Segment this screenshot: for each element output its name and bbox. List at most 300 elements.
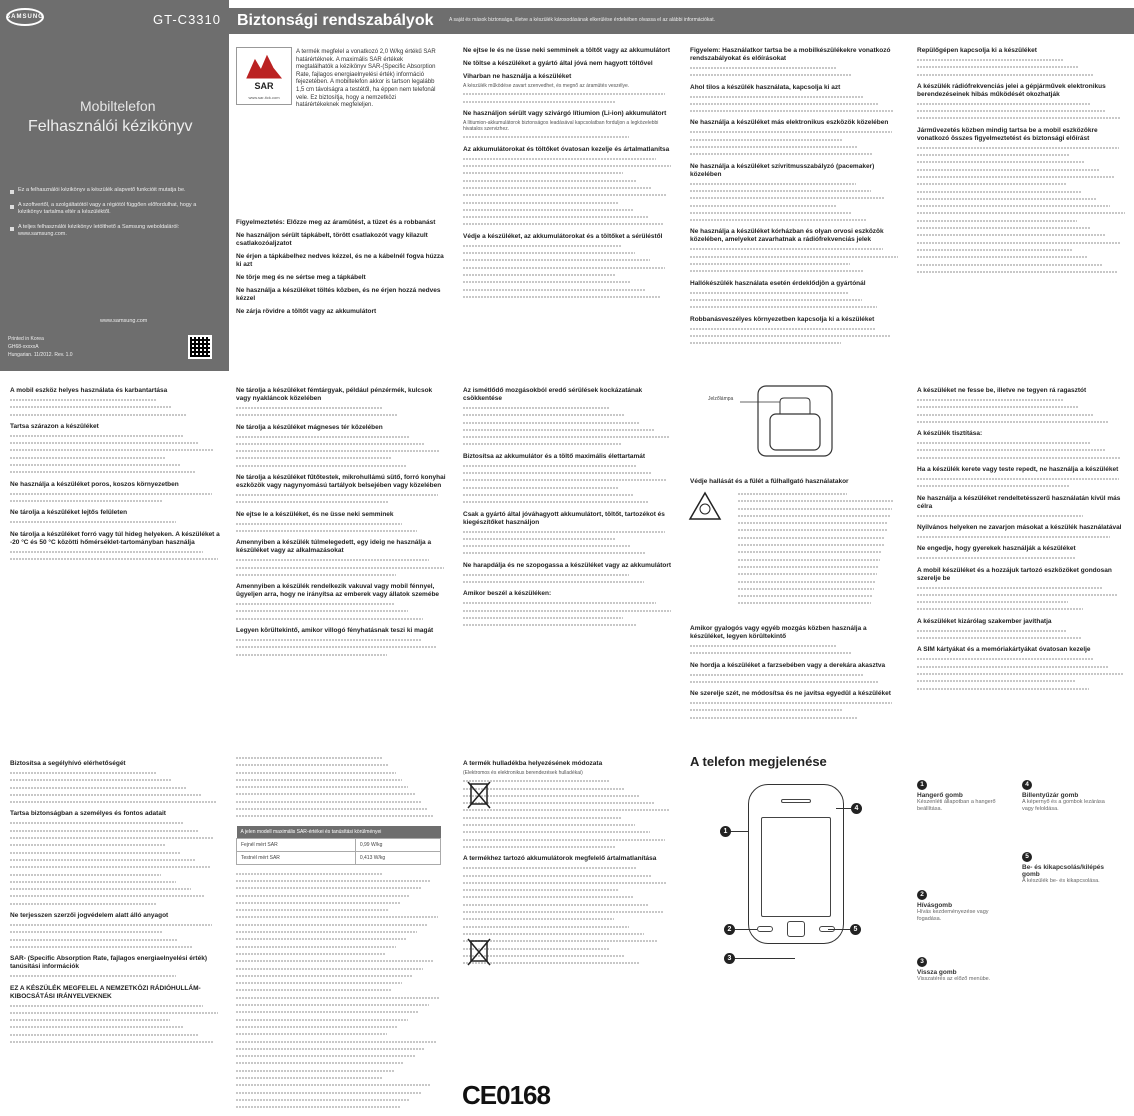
bullet-icon (10, 227, 14, 231)
body-text-line (236, 936, 406, 942)
body-text-line (463, 477, 667, 483)
body-text-line (738, 593, 872, 599)
callout-5: 5 (850, 924, 861, 935)
body-text-line (917, 585, 1102, 591)
body-text-line (463, 579, 644, 585)
cover-panel (0, 0, 229, 371)
body-text-line (738, 542, 884, 548)
body-text-line (690, 181, 856, 187)
back-key-icon (787, 921, 805, 937)
body-text-line (10, 455, 165, 461)
body-text-line (738, 527, 887, 533)
body-text-line (463, 441, 621, 447)
section-heading: A készüléket kizárólag szakember javíthatja (917, 617, 1052, 625)
body-text-line (236, 762, 389, 768)
row2-col5 (917, 382, 1127, 737)
body-text-line (463, 924, 629, 930)
body-text-line (10, 879, 176, 885)
body-text-line (10, 1032, 199, 1038)
body-text-line (463, 844, 616, 850)
sar-table-title: A jelen modell maximális SAR-értékei és tanúsítási körülményei (237, 826, 441, 839)
body-text-line (236, 929, 417, 935)
body-text-line (738, 571, 877, 577)
cover-url: www.samsung.com (100, 318, 148, 324)
body-text-line (917, 447, 1106, 453)
section-heading: Nyilvános helyeken ne zavarjon másokat a készülék használatával (917, 523, 1122, 531)
body-text-line (463, 279, 631, 285)
section-heading: Az ismétlődő mozgásokból eredő sérülések kockázatának csökkentése (463, 387, 643, 402)
body-text-line (463, 822, 635, 828)
body-text-line (10, 828, 199, 834)
body-text-line (463, 608, 671, 614)
body-text-line (236, 1017, 408, 1023)
row3-col1 (10, 755, 220, 1110)
body-text-line (917, 262, 1102, 268)
call-key-icon (757, 926, 773, 932)
body-text-line (463, 550, 646, 556)
sar-values-table (236, 826, 441, 865)
body-text-line (463, 622, 637, 628)
body-text-line (690, 254, 898, 260)
body-text-line (463, 485, 618, 491)
body-text-line (10, 498, 163, 504)
body-text-line (10, 1010, 218, 1016)
body-text-line (917, 64, 1079, 70)
body-text-line (463, 272, 616, 278)
section-heading: Tartsa biztonságban a személyes és fontos adatait (10, 810, 166, 818)
sar-label: SAR (254, 81, 274, 91)
body-text-line (236, 871, 383, 877)
section-heading: Ne tárolja a készüléket forró vagy túl hideg helyeken. A készüléket a -20 °C és 50 °C közötti hőmérséklet-tartományban használja (10, 530, 220, 546)
body-text-line (236, 1031, 387, 1037)
body-text-line (463, 420, 639, 426)
body-text-line (690, 151, 873, 157)
section-heading: Amennyiben a készülék túlmelegedett, egy ideig ne használja a készüléket vagy az alkalmazásokat (236, 539, 432, 555)
body-text-line (463, 91, 665, 97)
body-text-line (738, 549, 882, 555)
meta-line: Hungarian. 11/2012. Rev. 1.0 (8, 352, 73, 358)
body-text-line (10, 893, 205, 899)
body-text-line (10, 519, 176, 525)
section-heading: Repülőgépen kapcsolja ki a készüléket (917, 47, 1037, 54)
body-text-line (690, 94, 864, 100)
safety-title: Biztonsági rendszabályok (237, 12, 434, 29)
section-heading: Az akkumulátorokat és töltőket óvatosan kezelje és ártalmatlanítsa (463, 145, 670, 153)
body-text-line (738, 564, 879, 570)
body-text-line (236, 1104, 400, 1110)
table-row (237, 851, 441, 864)
body-text-line (236, 1039, 436, 1045)
body-text-line (10, 447, 214, 453)
section-heading: Ne zárja rövidre a töltőt vagy az akkumulátort (236, 308, 377, 315)
body-text-line (463, 99, 616, 105)
body-text-line (917, 108, 1106, 114)
body-text-line (236, 770, 396, 776)
body-text-line (463, 221, 663, 227)
body-text-line (738, 600, 871, 606)
body-text-line (917, 440, 1091, 446)
body-text-line (463, 207, 633, 213)
body-text-line (236, 806, 427, 812)
body-text-line (690, 304, 877, 310)
body-text-line (236, 528, 417, 534)
body-text-line (463, 265, 665, 271)
section-heading: Ha a készülék kerete vagy teste repedt, ne használja a készüléket (917, 466, 1119, 474)
section-heading: Ne hordja a készüléket a farzsebében vagy a derekára akasztva (690, 661, 886, 669)
legend-power: 5 Be- és kikapcsolás/kilépés gomb A készülék be- és kikapcsolása. (1022, 853, 1105, 884)
body-text-line (236, 878, 431, 884)
col3-sections (463, 42, 673, 367)
section-heading: A készüléket ne fesse be, illetve ne tegyen rá ragasztót (917, 387, 1087, 394)
body-text-line (463, 470, 652, 476)
body-text-line (236, 644, 436, 650)
body-text-line (236, 601, 394, 607)
body-text-line (236, 1046, 425, 1052)
body-text-line (690, 700, 892, 706)
body-text-line (236, 499, 389, 505)
sar-wave-icon (245, 54, 283, 80)
section-heading: Ne ejtse le és ne üsse neki semminek a töltőt vagy az akkumulátort (463, 47, 671, 54)
body-text-line (690, 108, 894, 114)
body-text-line (690, 297, 862, 303)
body-text-line (917, 218, 1077, 224)
hearing-title: Védje hallását és a fülét a fülhallgató használatakor (690, 478, 849, 485)
body-text-line (463, 807, 669, 813)
section-heading: Ne harapdálja és ne szopogassa a készüléket vagy az akkumulátort (463, 561, 672, 569)
cover-note-text: A szoftvertől, a szolgáltatótól vagy a régiótól függően előfordulhat, hogy a kézikönyv tartalma eltér a készüléktől. (18, 202, 197, 215)
body-text-line (463, 902, 648, 908)
body-text-line (463, 214, 648, 220)
body-text-line (463, 492, 633, 498)
section-heading: Ne használja a készüléket töltés közben, és ne érjen hozzá nedves kézzel (236, 287, 441, 302)
body-text-line (917, 247, 1072, 253)
body-text-line (738, 535, 885, 541)
body-text-line (236, 973, 412, 979)
section-heading: Ne használja a készüléket más elektronikus eszközök közelében (690, 119, 889, 127)
body-text-line (690, 210, 852, 216)
phone-section-title: A telefon megjelenése (690, 754, 827, 769)
body-text-line (917, 534, 1110, 540)
section-heading: Csak a gyártó által jóváhagyott akkumulátort, töltőt, tartozékot és kiegészítőket használjon (463, 510, 665, 526)
section-heading: Járművezetés közben mindig tartsa be a mobil eszközökre vonatkozó összes figyelmeztetést és biztonsági előírást (917, 126, 1098, 142)
body-text-line (236, 616, 423, 622)
body-text-line (463, 829, 650, 835)
body-text-line (463, 185, 652, 191)
body-text-line (10, 469, 195, 475)
body-text-line (690, 326, 875, 332)
body-text-line (10, 412, 186, 418)
cover-note (10, 202, 215, 216)
body-text-line (917, 181, 1066, 187)
body-text-line (917, 152, 1070, 158)
section-heading: Robbanásveszélyes környezetben kapcsolja ki a készüléket (690, 315, 875, 323)
section-text: A lítiumion-akkumulátorok biztonságos leadásával kapcsolatban forduljon a legközelebbi hivatalos szervizhez. (463, 119, 659, 133)
body-text-line (236, 434, 410, 440)
body-text-line (917, 397, 1064, 403)
body-text-line (10, 549, 203, 555)
body-text-line (10, 857, 195, 863)
body-text-line (463, 192, 667, 198)
section-heading: Ne töltse a készüléket a gyártó által jóvá nem hagyott töltővel (463, 60, 653, 67)
section-heading: A termék hulladékba helyezésének módozata (463, 760, 603, 767)
crossed-bin-icon (466, 778, 492, 810)
table-cell: Testnél mért SAR (237, 851, 356, 864)
body-text-line (10, 397, 157, 403)
body-text-line (463, 427, 654, 433)
body-text-line (917, 232, 1106, 238)
body-text-line (690, 261, 850, 267)
cover-note-text: A teljes felhasználói kézikönyv letölthető a Samsung weboldaláról: www.samsung.com. (18, 224, 180, 237)
qr-code-icon (188, 335, 212, 359)
col5-sections (917, 42, 1127, 367)
ce-mark: CE0168 (462, 1080, 550, 1110)
body-text-line (463, 909, 663, 915)
body-text-line (236, 492, 438, 498)
body-text-line (917, 419, 1108, 425)
section-heading: Biztosítsa a segélyhívó elérhetőségét (10, 760, 126, 767)
body-text-line (738, 498, 893, 504)
body-text-line (236, 448, 440, 454)
body-text-line (917, 101, 1091, 107)
section-heading: A mobil eszköz helyes használata és karbantartása (10, 387, 168, 394)
body-text-line (10, 850, 180, 856)
body-text-line (463, 434, 669, 440)
phone-illustration (748, 784, 844, 944)
body-text-line (690, 246, 883, 252)
body-text-line (690, 643, 837, 649)
body-text-line (236, 799, 421, 805)
body-text-line (463, 529, 665, 535)
body-text-line (236, 995, 440, 1001)
bullet-icon (10, 205, 14, 209)
callout-4: 4 (851, 803, 862, 814)
speaker-icon (781, 799, 811, 803)
body-text-line (236, 958, 433, 964)
section-heading: Ne használja a készüléket szívritmusszabályzó (pacemaker) közelében (690, 162, 875, 178)
body-text-line (10, 842, 165, 848)
body-text-line (10, 937, 178, 943)
body-text-line (236, 1082, 431, 1088)
body-text-line (917, 513, 1083, 519)
body-text-line (463, 156, 656, 162)
row2-col2 (236, 382, 446, 737)
section-heading: Ne tárolja a készüléket mágneses tér közelében (236, 423, 383, 431)
body-text-line (917, 196, 1096, 202)
body-text-line (10, 770, 157, 776)
body-text-line (10, 777, 172, 783)
section-heading: Ne érjen a tápkábelhez nedves kézzel, és ne a kábelnél fogva húzza ki azt (236, 253, 444, 268)
body-text-line (690, 679, 879, 685)
body-text-line (463, 250, 635, 256)
body-text-line (236, 1024, 398, 1030)
section-text: A készülék működése zavart szenvedhet, és megnő az áramütés veszélye. (463, 83, 630, 89)
body-text-line (917, 599, 1068, 605)
body-text-line (236, 777, 402, 783)
table-cell: 0,413 W/kg (355, 851, 440, 864)
body-text-line (236, 1090, 421, 1096)
body-text-line (917, 686, 1089, 692)
table-cell: 0,99 W/kg (355, 838, 440, 851)
row3-col3 (463, 755, 673, 1075)
body-text-line (463, 170, 623, 176)
body-text-line (10, 864, 210, 870)
body-text-line (236, 914, 438, 920)
body-text-line (463, 536, 616, 542)
body-text-line (917, 159, 1085, 165)
body-text-line (463, 938, 658, 944)
body-text-line (690, 217, 866, 223)
body-text-line (917, 167, 1100, 173)
body-text-line (463, 163, 671, 169)
section-heading: A SIM kártyákat és a memóriakártyákat óvatosan kezelje (917, 646, 1091, 654)
body-text-line (236, 1009, 419, 1015)
charger-illustration (708, 384, 850, 464)
body-text-line (236, 893, 410, 899)
body-text-line (917, 635, 1081, 641)
section-heading: Ne használja a készüléket rendeltetésszerű használatán kívül más célra (917, 494, 1121, 510)
body-text-line (236, 565, 444, 571)
body-text-line (690, 72, 852, 78)
section-heading: Ne használjon sérült tápkábelt, törött csatlakozót vagy kilazult csatlakozóaljzatot (236, 232, 428, 247)
safety-header-bar (229, 8, 1134, 34)
section-heading: A mobil készüléket és a hozzájuk tartozó eszközöket gondosan szerelje be (917, 566, 1112, 582)
body-text-line (463, 405, 610, 411)
body-text-line (690, 137, 843, 143)
body-text-line (738, 491, 847, 497)
body-text-line (236, 980, 402, 986)
body-text-line (10, 922, 212, 928)
body-text-line (10, 1003, 203, 1009)
body-text-line (10, 973, 176, 979)
section-heading: Ne szerelje szét, ne módosítsa és ne javítsa egyedül a készüléket (690, 690, 891, 698)
body-text-line (236, 885, 421, 891)
section-heading: SAR- (Specific Absorption Rate, fajlagos energiaelnyelési érték) tanúsítási információk (10, 955, 207, 971)
body-text-line (236, 922, 427, 928)
cover-note (10, 187, 215, 194)
body-text-line (917, 628, 1066, 634)
body-text-line (690, 672, 864, 678)
safety-subtitle: A saját és mások biztonsága, illetve a készülék károsodásának elkerülése érdekében olvassa el az alábbi információkat. (449, 17, 715, 23)
section-heading: A készülék rádiófrekvenciás jelei a gépjárművek elektronikus berendezéseinek hibás működését okozhatják (917, 82, 1106, 98)
body-text-line (236, 987, 391, 993)
body-text-line (236, 637, 421, 643)
section-heading: Ahol tilos a készülék használata, kapcsolja ki azt (690, 83, 841, 91)
section-heading: A termékhez tartozó akkumulátorok megfelelő ártalmatlanítása (463, 855, 657, 863)
body-text-line (463, 873, 652, 879)
body-text-line (236, 405, 383, 411)
body-text-line (917, 72, 1093, 78)
body-text-line (690, 268, 864, 274)
body-text-line (690, 715, 858, 721)
body-text-line (917, 656, 1093, 662)
body-text-line (236, 755, 383, 761)
crossed-battery-bin-icon (466, 935, 492, 967)
meta-line: GH68-xxxxxA (8, 344, 39, 350)
body-text-line (690, 101, 879, 107)
body-text-line (690, 144, 858, 150)
body-text-line (917, 455, 1121, 461)
body-text-line (463, 815, 621, 821)
section-heading: Amikor gyalogós vagy egyéb mozgás közben használja a készüléket, legyen körültekintő (690, 625, 867, 640)
body-text-line (917, 606, 1083, 612)
section-heading: Figyelem: Használatkor tartsa be a mobilkészülékekre vonatkozó rendszabályokat és előírásokat (690, 47, 891, 62)
body-text-line (463, 287, 646, 293)
body-text-line (236, 907, 389, 913)
row3-col2 (236, 755, 446, 1110)
body-text-line (463, 243, 621, 249)
body-text-line (463, 178, 637, 184)
row2-col3 (463, 382, 673, 737)
section-heading: Viharban ne használja a készüléket (463, 73, 572, 80)
cover-title-line2: Felhasználói kézikönyv (28, 118, 193, 135)
table-cell: Fejnél mért SAR (237, 838, 356, 851)
body-text-line (917, 664, 1108, 670)
body-text-line (917, 483, 1070, 489)
section-heading: Ne használjon sérült vagy szivárgó lítiumion (Li-ion) akkumulátort (463, 109, 667, 117)
row2-col4 (690, 620, 900, 737)
body-text-line (463, 600, 656, 606)
body-text-line (917, 203, 1110, 209)
body-text-line (463, 543, 631, 549)
body-text-line (463, 257, 650, 263)
body-text-line (917, 145, 1119, 151)
body-text-line (917, 225, 1091, 231)
section-heading: Ne terjesszen szerzői jogvédelem alatt álló anyagot (10, 912, 169, 920)
sar-logo (236, 47, 292, 105)
body-text-line (236, 412, 398, 418)
body-text-line (690, 290, 848, 296)
body-text-line (10, 792, 201, 798)
body-text-line (690, 650, 852, 656)
body-text-line (236, 608, 408, 614)
body-text-line (738, 506, 892, 512)
body-text-line (236, 951, 385, 957)
body-text-line (10, 901, 157, 907)
body-text-line (10, 462, 180, 468)
body-text-line (10, 1039, 214, 1045)
section-heading: EZ A KÉSZÜLÉK MEGFELEL A NEMZETKÖZI RÁDIÓHULLÁM-KIBOCSÁTÁSI IRÁNYELVEKNEK (10, 984, 201, 1000)
body-text-line (690, 129, 892, 135)
body-text-line (236, 463, 406, 469)
meta-line: Printed in Korea (8, 336, 44, 342)
section-heading: Amennyiben a készülék rendelkezik vakuval vagy mobil fénnyel, ügyeljen arra, hogy ne irányítsa az emberek vagy állatok szemébe (236, 583, 440, 599)
body-text-line (236, 944, 396, 950)
hearing-warning-icon (688, 491, 722, 521)
body-text-line (690, 707, 843, 713)
sar-url: www.sar-tick.com (248, 95, 280, 100)
body-text-line (917, 671, 1123, 677)
body-text-line (917, 412, 1093, 418)
body-text-line (917, 254, 1087, 260)
body-text-line (690, 195, 885, 201)
section-heading: Ne tárolja a készüléket fémtárgyak, például pénzérmék, kulcsok vagy nyakláncok közelében (236, 387, 433, 402)
body-text-line (236, 455, 391, 461)
body-text-line (917, 174, 1114, 180)
body-text-line (10, 491, 212, 497)
section-heading: Biztosítsa az akkumulátor és a töltő maximális élettartamát (463, 452, 646, 460)
legend-call: 2 Hívásgomb Hívás kezdeményezése vagy fogadása. (917, 891, 989, 922)
body-text-line (917, 57, 1064, 63)
body-text-line (236, 791, 415, 797)
body-text-line (917, 555, 1075, 561)
cover-note (10, 224, 215, 238)
section-heading: Tartsa szárazon a készüléket (10, 422, 99, 430)
body-text-line (463, 572, 629, 578)
col4-sections (690, 42, 900, 367)
body-text-line (463, 412, 625, 418)
body-text-line (463, 134, 629, 140)
section-heading: Ne tárolja a készüléket fűtőtestek, mikrohullámú sütő, forró konyhai eszközök vagy nagynyomású tartályok belsejében vagy közelében (236, 474, 446, 490)
